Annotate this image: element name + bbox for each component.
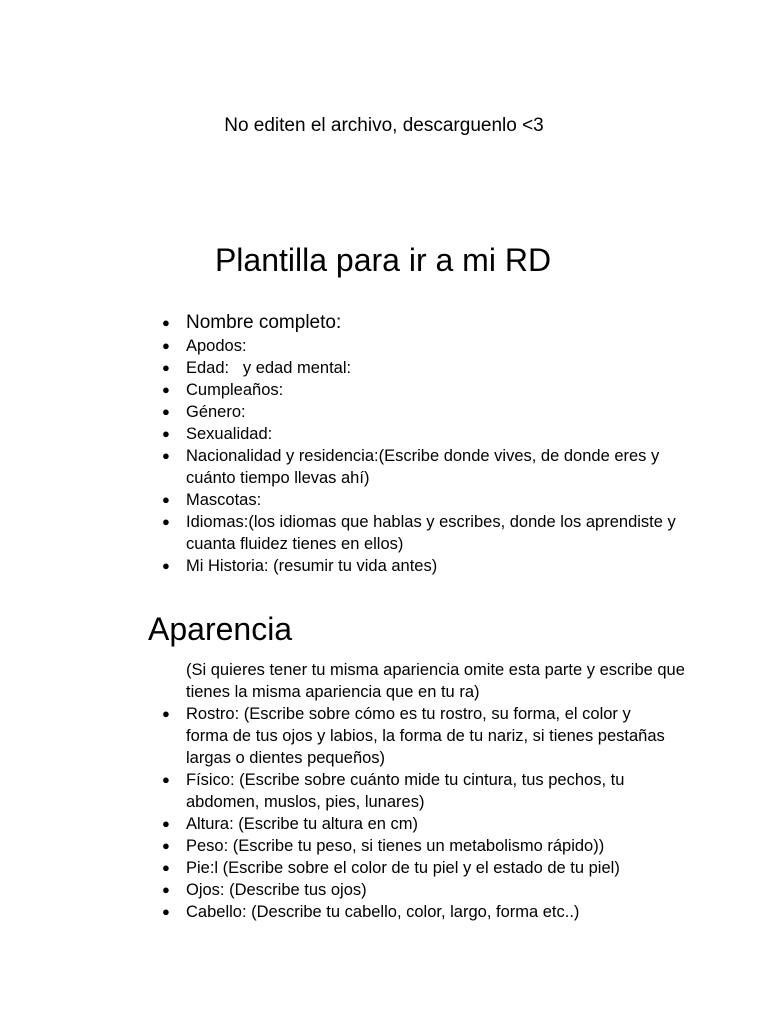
list-item-text: Ojos: (Describe tus ojos)	[186, 881, 367, 899]
list-item	[0, 901, 676, 923]
bullet-icon: ●	[162, 338, 170, 353]
list-item-text: Idiomas:(los idiomas que hablas y escribes, donde los aprendiste y cuanta fluidez tienes en ellos)	[186, 513, 676, 553]
list-item	[0, 857, 676, 879]
list-item-text: Pie:l (Escribe sobre el color de tu piel y el estado de tu piel)	[186, 859, 620, 877]
bullet-icon: ●	[162, 360, 170, 375]
bullet-icon: ●	[162, 382, 170, 397]
download-note: No editen el archivo, descarguenlo <3	[224, 115, 544, 136]
list-item	[0, 879, 676, 901]
list-item	[0, 769, 676, 813]
list-item-text: Nombre completo:	[186, 312, 342, 333]
bullet-icon: ●	[162, 860, 170, 875]
bullet-icon: ●	[162, 404, 170, 419]
bullet-icon: ●	[162, 514, 170, 529]
personal-info-list	[0, 311, 676, 577]
list-item	[0, 835, 676, 857]
list-item	[0, 489, 676, 511]
list-item	[0, 311, 676, 335]
bullet-icon: ●	[162, 426, 170, 441]
bullet-icon: ●	[162, 448, 170, 463]
list-item-text: Peso: (Escribe tu peso, si tienes un metabolismo rápido))	[186, 837, 605, 855]
section-heading-appearance: Aparencia	[148, 611, 293, 647]
appearance-list	[0, 703, 676, 923]
bullet-icon: ●	[162, 706, 170, 721]
list-item-text: Rostro: (Escribe sobre cómo es tu rostro, su forma, el color y forma de tus ojos y labios, la forma de tu nariz, si tienes pestañas largas o dientes pequeños)	[186, 705, 665, 767]
list-item	[0, 423, 676, 445]
list-item	[0, 703, 676, 769]
list-item	[0, 555, 676, 577]
list-item-text: Edad: y edad mental:	[186, 359, 352, 377]
page-title: Plantilla para ir a mi RD	[214, 242, 552, 278]
list-item	[0, 445, 676, 489]
bullet-icon: ●	[162, 838, 170, 853]
list-item-text: Altura: (Escribe tu altura en cm)	[186, 815, 418, 833]
list-item	[0, 511, 676, 555]
bullet-icon: ●	[162, 882, 170, 897]
bullet-icon: ●	[162, 558, 170, 573]
list-item-text: Cabello: (Describe tu cabello, color, largo, forma etc..)	[186, 903, 580, 921]
list-item	[0, 335, 676, 357]
list-item-text: Mascotas:	[186, 491, 262, 509]
bullet-icon: ●	[162, 904, 170, 919]
list-item	[0, 401, 676, 423]
list-item	[0, 813, 676, 835]
list-item-text: Género:	[186, 403, 246, 421]
list-item-text: Cumpleaños:	[186, 381, 284, 399]
bullet-icon: ●	[162, 772, 170, 787]
bullet-icon: ●	[162, 816, 170, 831]
bullet-icon: ●	[162, 315, 170, 330]
list-item-text: Físico: (Escribe sobre cuánto mide tu cintura, tus pechos, tu abdomen, muslos, pies, lunares)	[186, 771, 625, 811]
list-item-text: Sexualidad:	[186, 425, 273, 443]
bullet-icon: ●	[162, 492, 170, 507]
list-item	[0, 379, 676, 401]
appearance-intro: (Si quieres tener tu misma apariencia omite esta parte y escribe que tienes la misma apariencia que en tu ra)	[186, 661, 685, 701]
list-item-text: Mi Historia: (resumir tu vida antes)	[186, 557, 438, 575]
list-item-text: Apodos:	[186, 337, 247, 355]
list-item	[0, 357, 676, 379]
list-item-text: Nacionalidad y residencia:(Escribe donde vives, de donde eres y cuánto tiempo llevas ahí)	[186, 447, 660, 487]
